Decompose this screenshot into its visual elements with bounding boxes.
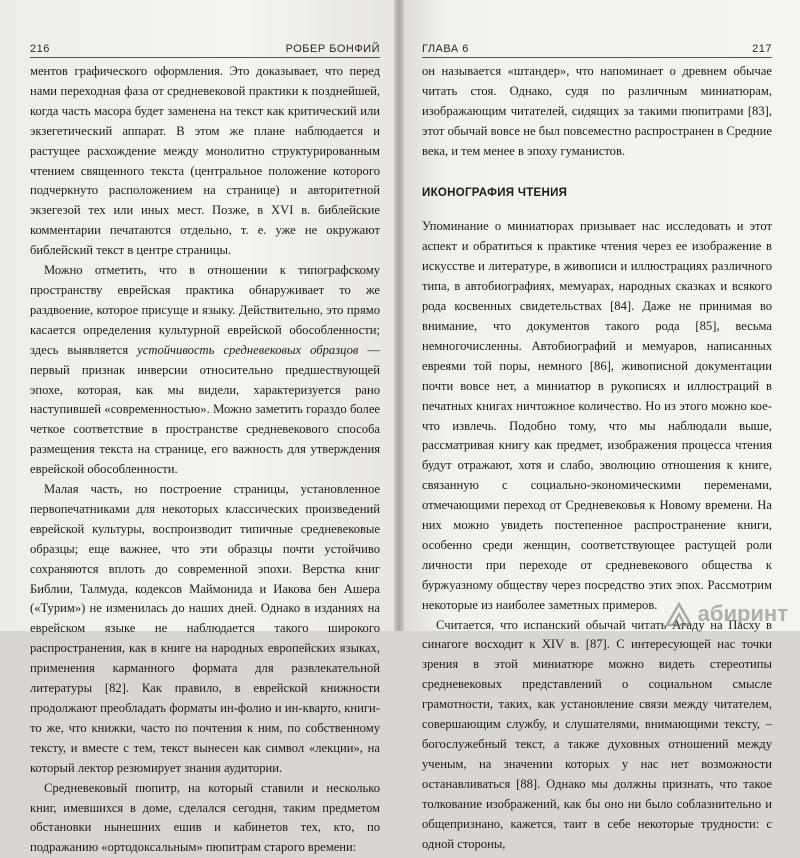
- paragraph: [30, 261, 380, 480]
- paragraph: Средневековый пюпитр, на который ставили и несколько книг, имевшихся в доме, сделался сегодня, таким предметом обстановки нынешних ешив и кабинетов тех, кто, по подражанию «ортодоксальным» пюпитрам старого времени:: [30, 780, 380, 855]
- emphasis-text: устойчивость средневековых образцов: [137, 342, 359, 357]
- paragraph: он называется «штандер», что напоминает о древнем обычае читать стоя. Однако, судя по различным миниатюрам, изображающим читателей, сидящих за такими пюпитрами [83], этот обычай вовсе не был повсеместно распространен в Средние века, и тем менее в эпоху гуманистов.: [422, 64, 772, 158]
- left-page-text: [30, 62, 380, 858]
- left-page: [0, 0, 398, 855]
- paragraph: Малая часть, но построение страницы, установленное первопечатниками для некоторых классических произведений еврейской культуры, воспроизводит типичные средневековые образцы; еще важнее, что эти образцы почти устойчиво сохраняются вплоть до современной эпохи. Верстка книг Библии, Талмуда, кодексов Маймонида и Иакова бен Ашера («Турим») не изменилась до наших дней. Однако в изданиях на еврейском языке не наблюдается такого широкого распространения, как в книге на народных европейских языках, применения карманного формата для развлекательной литературы [82]. Как правило, в еврейской книжности продолжают преобладать форматы ин-фолио и ин-кварто, книги-то же, что книжки, часто по почтения к ним, по собственному тексту, и вместе с тем, текст вынесен как символ «лекции», на который лектор резюмирует знания аудитории.: [30, 482, 380, 775]
- left-running-head: РОБЕР БОНФИЙ: [285, 43, 380, 55]
- labirint-logo-icon: [664, 601, 694, 627]
- watermark: [664, 601, 788, 627]
- paragraph: Упоминание о миниатюрах призывает нас исследовать и этот аспект и обратиться к практике чтения через ее изображение в искусстве и литературе, в живописи и иллюстрациях различного типа, в автобиографиях, мемуарах, народных сказках и всякого рода косвенных свидетельствах [84]. Даже не принимая во внимание, что документов такого рода [85], весьма немногочисленны. Автобиографий и мемуаров, написанных евреями той поры, немного [86], живописной документации почти вовсе нет, а миниатюр в рукописях и иллюстраций в печатных книгах ничтожное количество. Но из этого можно кое-что извлечь. Подобно тому, что мы наблюдали выше, рассматривая книгу как предмет, изображения процесса чтения будут отражают, хотя и слабо, эволюцию отношения к книге, связанную с социально-экономическими переменами, отмечающими переход от Средневековья к Новому времени. На них можно увидеть постепенное распространение книги, особенно среди женщин, соответствующее растущей роли личности при переходе от средневекового общества к буржуазному обществу через посредство этих эпох. Рассмотрим некоторые из наиболее заметных примеров.: [422, 219, 772, 612]
- section-title: ИКОНОГРАФИЯ ЧТЕНИЯ: [422, 186, 568, 199]
- right-running-head: ГЛАВА 6: [422, 43, 469, 55]
- paragraph: Считается, что испанский обычай читать Агаду на Пасху в синагоге восходит к XIV в. [87]. С интересующей нас точки зрения в этой миниатюре можно видеть стереотипы средневековых представлений о социальном смысле грамотности, таких, как установление связи между читателем, совершающим службу, и слушателями, внимающими тексту, – богослужебный текст, а также духовных отношений между ученым, на значении которых у нас нет возможности останавливаться [88]. Однако мы должны признать, что такое толкование изображений, как бы оно ни было соблазнительно и общепризнано, кажется, таит в себе некоторые трудности: с одной стороны,: [422, 617, 772, 851]
- right-page: [398, 0, 800, 851]
- right-page-text: [422, 62, 772, 854]
- paragraph-lead: Можно отметить, что в отношении к типографскому пространству еврейская практика обнаруживает то же раздвоение, которое присуще и языку. Действительно, это прямо касается определения культурной еврейской обособленности; здесь выявляется: [30, 263, 380, 357]
- right-page-header: [422, 43, 772, 58]
- right-page-number: 217: [752, 43, 772, 55]
- paragraph: ментов графического оформления. Это доказывает, что перед нами переходная фаза от средневековой практики к позднейшей, когда часть масора будет заменена на текст как критический или экзегетический аппарат. В этом же плане наблюдается и растущее расхождение между монолитно структурированным чтением священного текста (центральное положение которого подчеркнуто расположением на странице) и авторитетной экзегезой тех или иных мест. Позже, в XVI в. библейские комментарии печатаются отдельно, т. е. уже не окружают библейский текст в центре страницы.: [30, 64, 380, 258]
- watermark-text: абиринт: [697, 601, 788, 626]
- left-page-number: 216: [30, 43, 50, 55]
- left-page-header: [30, 43, 380, 58]
- book-gutter: [394, 0, 404, 631]
- paragraph-tail: — первый признак инверсии относительно предшествующей эпохе, которая, как мы видели, характеризуется рано наступившей «современностью». Можно заметить гораздо более четкое соответствие в пространстве средневекового способа размещения текста на странице, его важность для утверждения еврейской обособленности.: [30, 342, 380, 477]
